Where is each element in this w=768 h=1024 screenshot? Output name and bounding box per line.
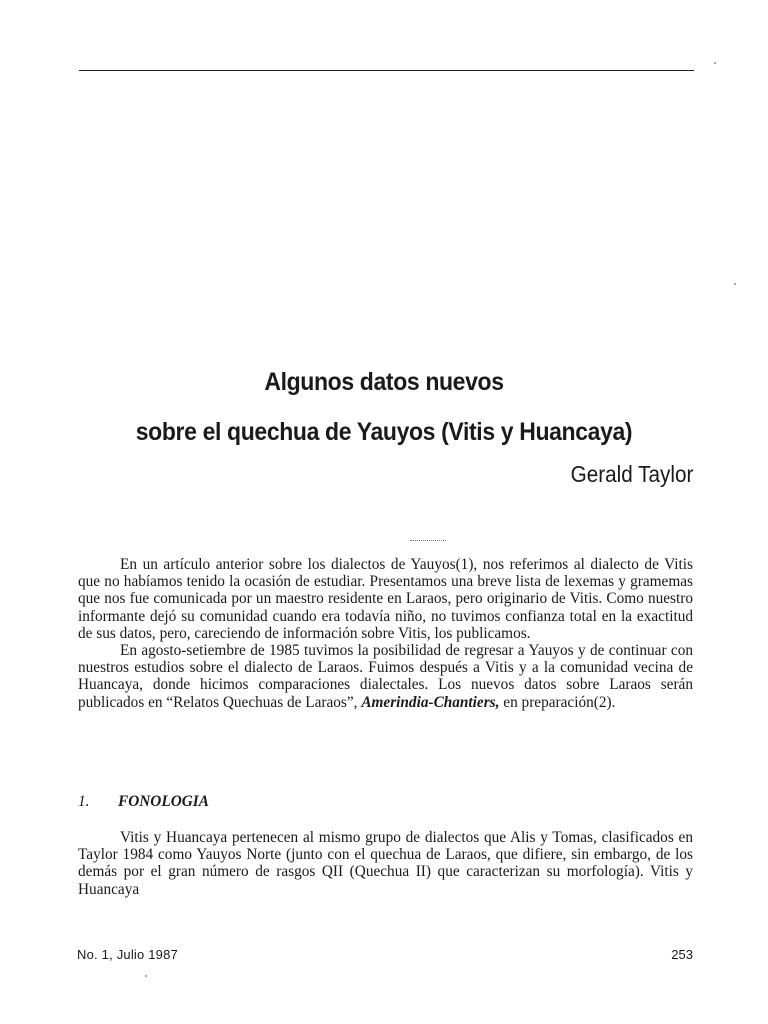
section-heading: [78, 793, 209, 811]
paragraph-1: En un artículo anterior sobre los dialectos de Yauyos(1), nos referimos al dialecto de Vitis que no habíamos tenido la ocasión de estudiar. Presentamos una breve lista de lexemas y gramemas que nos fue comunicada por un maestro residente en Laraos, pero originario de Vitis. Como nuestro informante dejó su comunidad cuando era todavía niño, no tuvimos confianza total en la exactitud de sus datos, pero, careciendo de información sobre Vitis, los publicamos.: [78, 556, 693, 642]
paragraph-3: Vitis y Huancaya pertenecen al mismo grupo de dialectos que Alis y Tomas, clasificados en Taylor 1984 como Yauyos Norte (junto con el quechua de Laraos, que difiere, sin embargo, de los demás por el gran número de rasgos QII (Quechua II) que caracterizan su morfología). Vitis y Huancaya: [78, 829, 693, 898]
section-title: FONOLOGIA: [118, 793, 209, 810]
article-title-line-2: sobre el quechua de Yauyos (Vitis y Huancaya): [135, 418, 633, 446]
article-author: Gerald Taylor: [570, 461, 693, 487]
section-number: 1.: [78, 793, 90, 810]
footer-page-number: 253: [671, 947, 693, 962]
article-title-line-1: Algunos datos nuevos: [264, 368, 504, 396]
top-rule: [79, 70, 694, 71]
paragraph-2: [78, 642, 693, 711]
paragraph-2-emphasis: Amerindia-Chantiers,: [361, 693, 500, 711]
page-speck: [145, 975, 147, 977]
footer-issue: No. 1, Julio 1987: [77, 947, 178, 962]
page-speck: [714, 62, 716, 64]
page-speck: [734, 283, 736, 285]
title-separator: [410, 540, 446, 541]
body-text-section: [78, 829, 693, 898]
paragraph-2-text: En agosto-setiembre de 1985 tuvimos la posibilidad de regresar a Yauyos y de continuar con nuestros estudios sobre el dialecto de Laraos. Fuimos después a Vitis y a la comunidad vecina de Huancaya, donde hicimos comparaciones dialectales. Los nuevos datos sobre Laraos serán publicados en “Relatos Quechuas de Laraos”,: [78, 642, 693, 711]
paragraph-2-text-end: en preparación(2).: [499, 693, 616, 711]
body-text-intro: [78, 556, 693, 711]
